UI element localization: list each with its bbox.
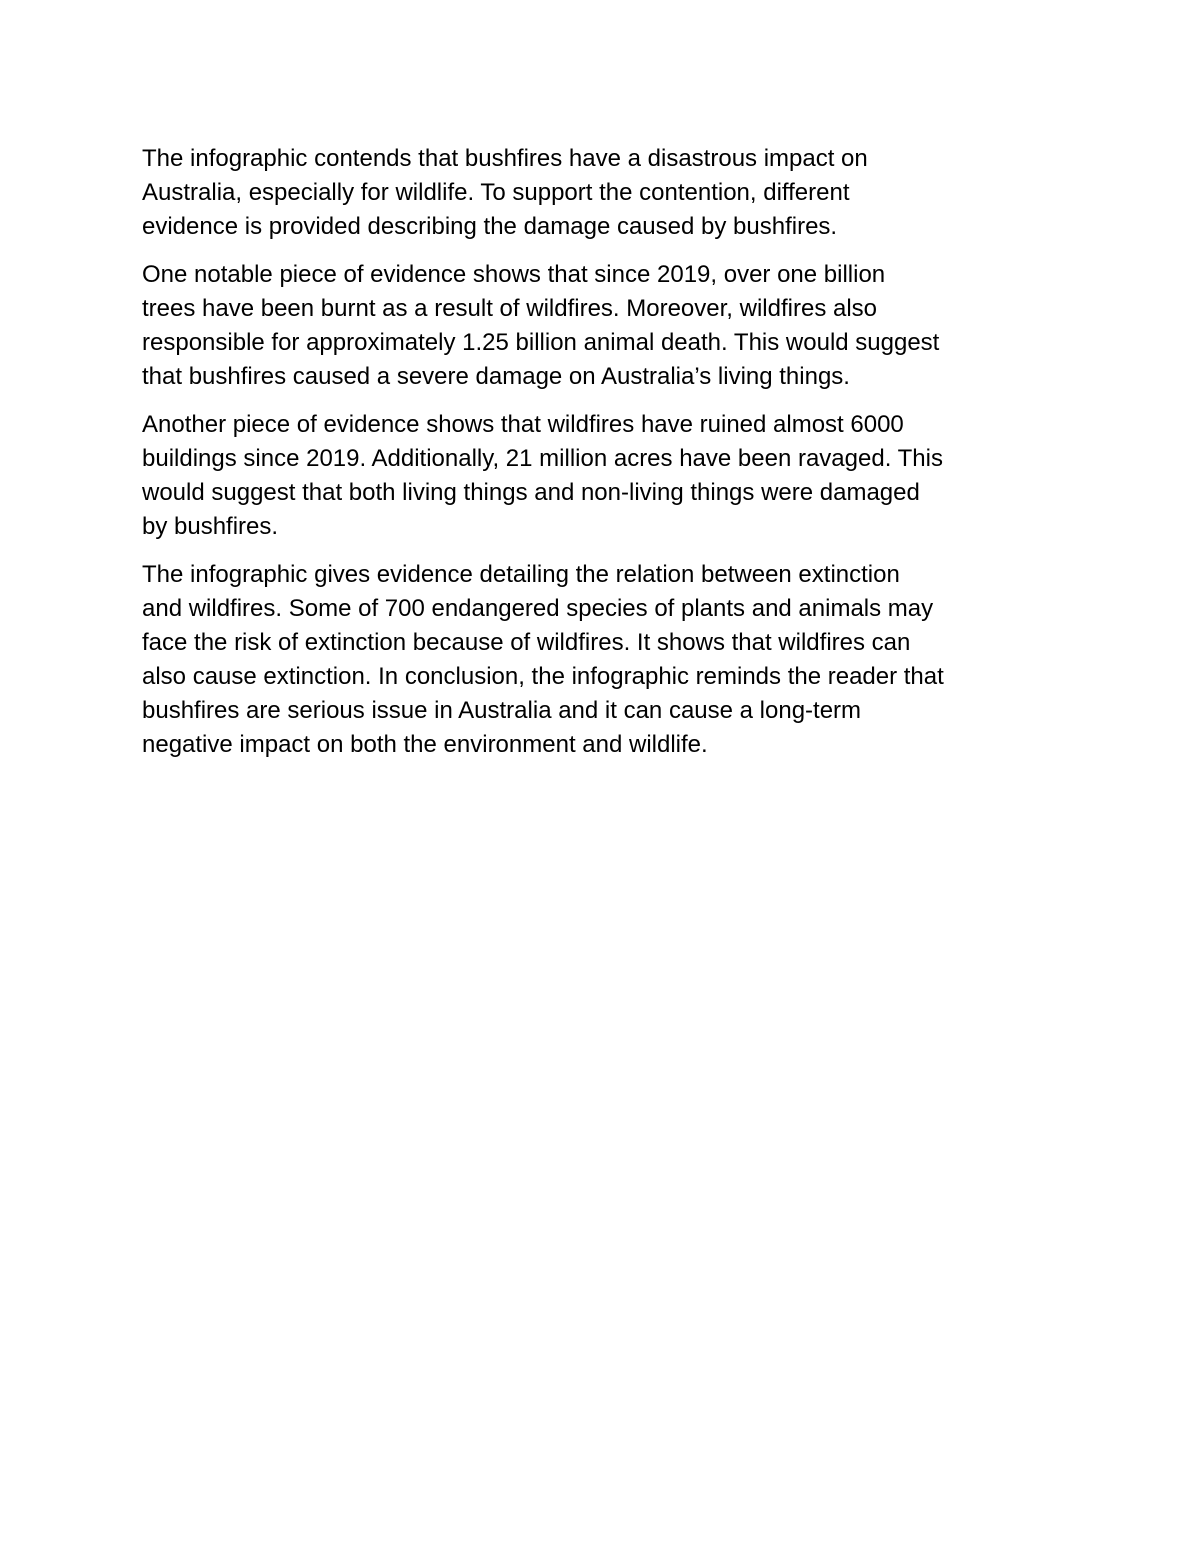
paragraph-2 bbox=[142, 258, 1082, 394]
text-line: evidence is provided describing the damage caused by bushfires. bbox=[142, 213, 838, 240]
text-line: trees have been burnt as a result of wildfires. Moreover, wildfires also bbox=[142, 295, 878, 322]
text-line: by bushfires. bbox=[142, 513, 279, 540]
text-line: buildings since 2019. Additionally, 21 million acres have been ravaged. This bbox=[142, 445, 943, 472]
text-line: The infographic contends that bushfires have a disastrous impact on bbox=[142, 145, 868, 172]
text-line: negative impact on both the environment and wildlife. bbox=[142, 731, 708, 758]
paragraph-3 bbox=[142, 408, 1082, 544]
paragraph-1 bbox=[142, 142, 1082, 244]
text-line: The infographic gives evidence detailing the relation between extinction bbox=[142, 561, 900, 588]
text-line: Another piece of evidence shows that wildfires have ruined almost 6000 bbox=[142, 411, 904, 438]
text-line: responsible for approximately 1.25 billion animal death. This would suggest bbox=[142, 329, 940, 356]
text-line: Australia, especially for wildlife. To support the contention, different bbox=[142, 179, 850, 206]
document-body bbox=[142, 142, 1082, 776]
text-line: would suggest that both living things and non-living things were damaged bbox=[142, 479, 920, 506]
text-line: face the risk of extinction because of wildfires. It shows that wildfires can bbox=[142, 629, 911, 656]
text-line: also cause extinction. In conclusion, the infographic reminds the reader that bbox=[142, 663, 944, 690]
text-line: that bushfires caused a severe damage on Australia’s living things. bbox=[142, 363, 850, 390]
text-line: One notable piece of evidence shows that since 2019, over one billion bbox=[142, 261, 886, 288]
paragraph-4 bbox=[142, 558, 1082, 762]
text-line: bushfires are serious issue in Australia and it can cause a long-term bbox=[142, 697, 862, 724]
text-line: and wildfires. Some of 700 endangered species of plants and animals may bbox=[142, 595, 934, 622]
